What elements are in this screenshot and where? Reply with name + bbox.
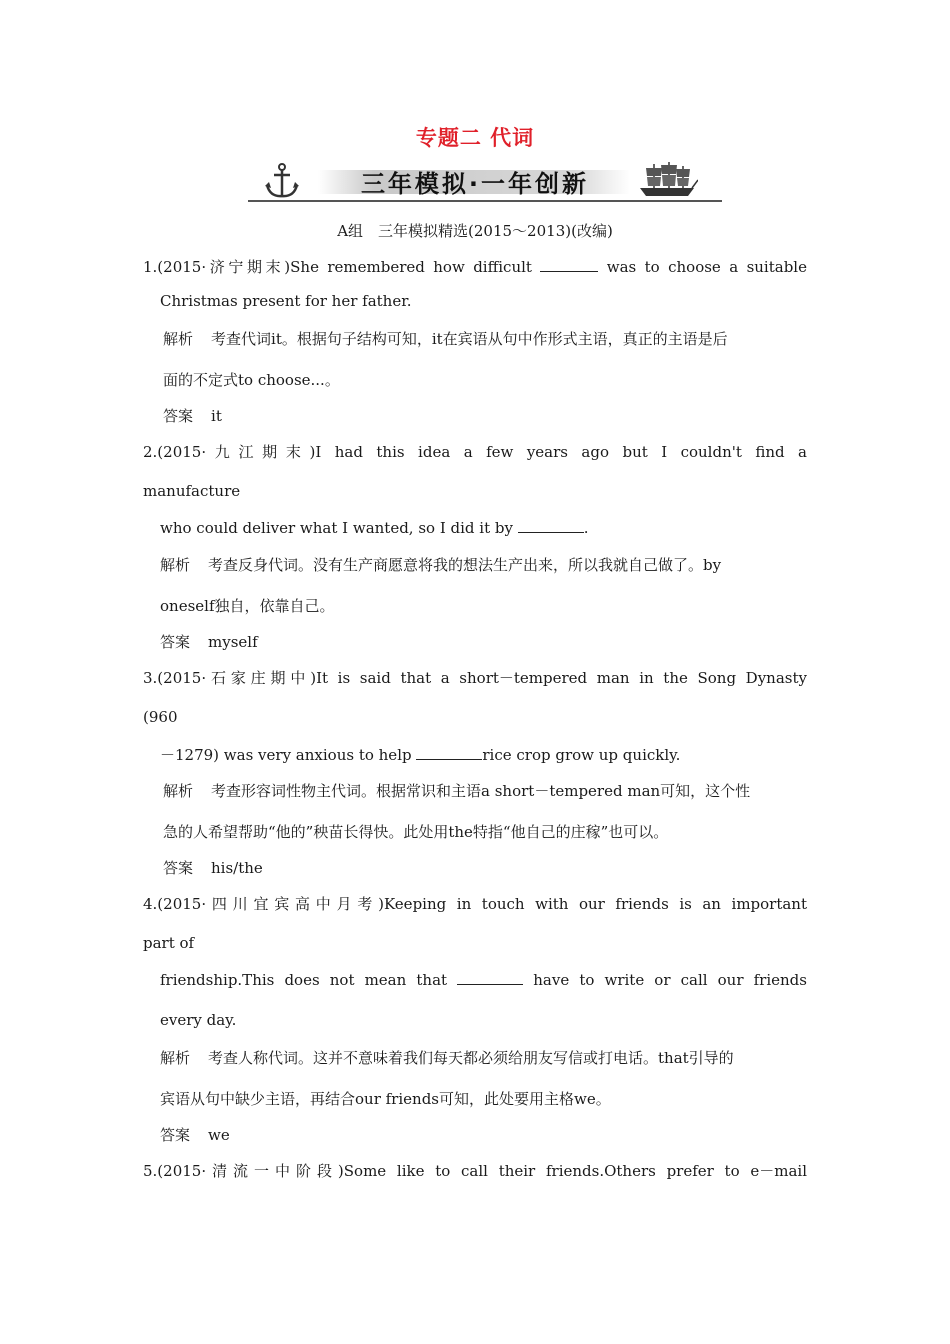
question-2-analysis: 解析 考查反身代词。没有生产商愿意将我的想法生产出来，所以我就自己做了。by [160,556,722,574]
page-title: 专题二 代词 [415,125,535,150]
question-3-answer: 答案 his/the [163,859,263,877]
question-4-analysis-cont: 宾语从句中缺少主语，再结合our friends可知，此处要用主格we。 [160,1090,611,1108]
question-3-stem-cont2: －1279) was very anxious to help rice crop grow up quickly. [160,746,681,764]
question-4-stem-cont: part of [143,934,195,952]
question-4-stem-cont2: friendship.This does not mean that have to write or call our friends [160,971,807,989]
question-1-analysis: 解析 考查代词it。根据句子结构可知，it在宾语从句中作形式主语，真正的主语是后 [163,330,728,348]
question-4-stem: 4.(2015·四川宜宾高中月考)Keeping in touch with our friends is an important [143,895,807,913]
banner-text: 三年模拟·一年创新 [360,170,590,198]
question-3-analysis: 解析 考查形容词性物主代词。根据常识和主语a short－tempered man可知，这个性 [163,782,751,800]
question-2-stem: 2.(2015·九江期末)I had this idea a few years ago but I couldn't find a [143,443,807,461]
question-1-analysis-cont: 面的不定式to choose...。 [163,371,340,389]
question-5-stem: 5.(2015·清流一中阶段)Some like to call their friends.Others prefer to e－mail [143,1162,807,1180]
banner-rule [248,200,722,202]
answer-blank [457,970,523,985]
group-heading: A组 三年模拟精选(2015～2013)(改编) [337,222,613,240]
section-banner [248,160,722,202]
question-3-analysis-cont: 急的人希望帮助“他的”秧苗长得快。此处用the特指“他自己的庄稼”也可以。 [163,823,669,841]
question-2-stem-cont2: who could deliver what I wanted, so I did it by . [160,519,589,537]
answer-blank [416,745,482,760]
anchor-icon [262,162,302,200]
question-1-stem: 1.(2015·济宁期末)She remembered how difficult was to choose a suitable [143,258,807,276]
question-4-answer: 答案 we [160,1126,230,1144]
answer-blank [540,257,598,272]
question-3-stem-cont: (960 [143,708,178,726]
question-3-stem: 3.(2015·石家庄期中)It is said that a short－tempered man in the Song Dynasty [143,669,807,687]
question-4-analysis: 解析 考查人称代词。这并不意味着我们每天都必须给朋友写信或打电话。that引导的 [160,1049,734,1067]
question-2-analysis-cont: oneself独自，依靠自己。 [160,597,335,615]
ship-icon [636,160,698,200]
question-2-answer: 答案 myself [160,633,258,651]
question-4-stem-cont3: every day. [160,1011,237,1029]
answer-blank [518,518,584,533]
question-2-stem-cont: manufacture [143,482,241,500]
question-1-answer: 答案 it [163,407,222,425]
question-1-stem-cont: Christmas present for her father. [160,292,412,310]
